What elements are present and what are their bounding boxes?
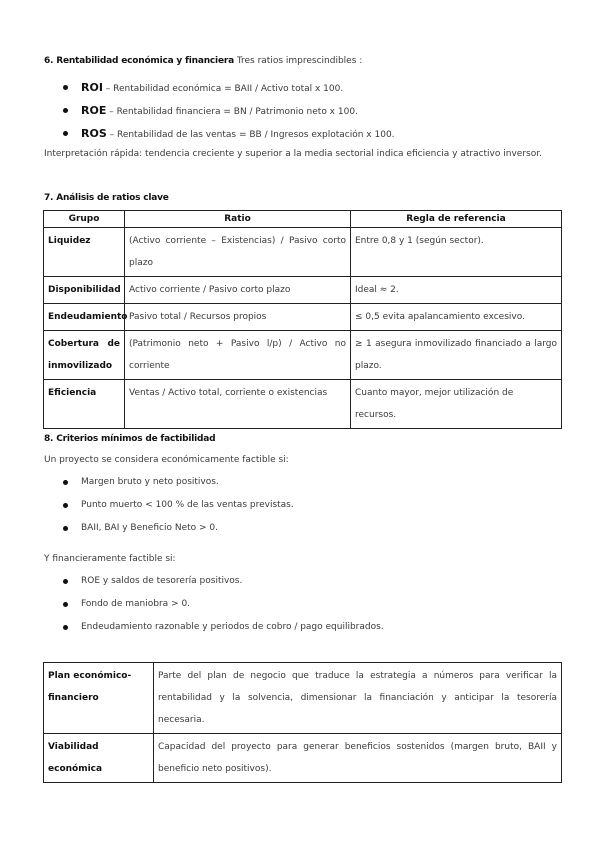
group-cell: Cobertura de inmovilizado [44, 331, 125, 380]
list-item: BAII, BAI y Beneficio Neto > 0. [44, 522, 564, 545]
section-8-heading: 8. Criterios mínimos de factibilidad [44, 434, 216, 444]
column-header: Ratio [125, 211, 351, 228]
group-cell: Endeudamiento [44, 304, 125, 331]
list-item: Endeudamiento razonable y periodos de cobro / pago equilibrados. [44, 621, 564, 644]
column-header: Grupo [44, 211, 125, 228]
table-row [44, 380, 562, 429]
list-item [44, 104, 564, 127]
definition-cell: Capacidad del proyecto para generar beneficios sostenidos (margen bruto, BAII y beneficio neto positivos). [154, 734, 562, 783]
fin-intro: Y financieramente factible si: [44, 554, 176, 564]
rule-cell: Ideal ≈ 2. [351, 277, 562, 304]
glossary-table [43, 662, 562, 783]
ratio-keyword: ROS [81, 127, 107, 140]
list-item: ROE y saldos de tesorería positivos. [44, 575, 564, 598]
list-item: Margen bruto y neto positivos. [44, 476, 564, 499]
section-7-heading: 7. Análisis de ratios clave [44, 193, 169, 203]
ratio-keyword: ROE [81, 104, 107, 117]
econ-criteria-list [44, 476, 564, 545]
ratio-cell: Activo corriente / Pasivo corto plazo [125, 277, 351, 304]
rule-cell: Cuanto mayor, mejor utilización de recursos. [351, 380, 562, 429]
ratio-cell: (Activo corriente – Existencias) / Pasivo corto plazo [125, 228, 351, 277]
fin-criteria-list [44, 575, 564, 644]
list-item [44, 81, 564, 104]
group-cell: Eficiencia [44, 380, 125, 429]
ratio-cell: Pasivo total / Recursos propios [125, 304, 351, 331]
ratio-definition: – Rentabilidad económica = BAII / Activo total x 100. [102, 84, 344, 94]
term-cell: Viabilidad económica [44, 734, 154, 783]
section-6-intro: Tres ratios imprescindibles : [233, 56, 363, 66]
ratio-list [44, 81, 564, 150]
econ-intro: Un proyecto se considera económicamente factible si: [44, 455, 289, 465]
ratio-keyword: ROI [81, 81, 103, 94]
table-row [44, 304, 562, 331]
table-row [44, 331, 562, 380]
table-row [44, 734, 562, 783]
definition-cell: Parte del plan de negocio que traduce la estrategia a números para verificar la rentabilidad y la solvencia, dimensionar la financiación y anticipar la tesorería necesaria. [154, 663, 562, 734]
rule-cell: ≥ 1 asegura inmovilizado financiado a largo plazo. [351, 331, 562, 380]
group-cell: Disponibilidad [44, 277, 125, 304]
rule-cell: Entre 0,8 y 1 (según sector). [351, 228, 562, 277]
list-item: Fondo de maniobra > 0. [44, 598, 564, 621]
table-row [44, 663, 562, 734]
group-cell: Liquidez [44, 228, 125, 277]
ratio-cell: (Patrimonio neto + Pasivo l/p) / Activo no corriente [125, 331, 351, 380]
section-6-heading: 6. Rentabilidad económica y financiera [44, 56, 234, 66]
list-item: Punto muerto < 100 % de las ventas previstas. [44, 499, 564, 522]
ratio-definition: – Rentabilidad financiera = BN / Patrimonio neto x 100. [106, 107, 358, 117]
column-header: Regla de referencia [351, 211, 562, 228]
table-row [44, 228, 562, 277]
rule-cell: ≤ 0,5 evita apalancamiento excesivo. [351, 304, 562, 331]
ratio-definition: – Rentabilidad de las ventas = BB / Ingresos explotación x 100. [106, 130, 395, 140]
section-6-title-line [44, 55, 564, 68]
ratios-table [43, 210, 562, 429]
table-row [44, 277, 562, 304]
table-header-row [44, 211, 562, 228]
list-item [44, 127, 564, 150]
term-cell: Plan económico-financiero [44, 663, 154, 734]
ratio-cell: Ventas / Activo total, corriente o existencias [125, 380, 351, 429]
interpretation-note: Interpretación rápida: tendencia creciente y superior a la media sectorial indica eficiencia y atractivo inversor. [44, 149, 542, 159]
